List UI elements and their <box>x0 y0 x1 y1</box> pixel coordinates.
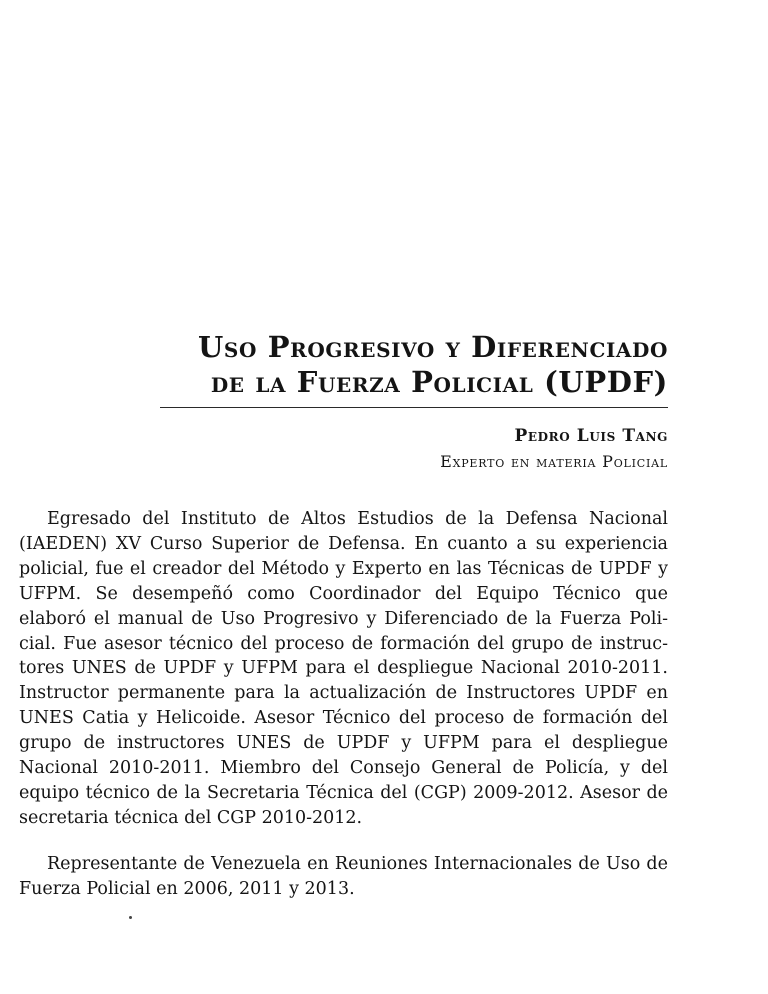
chapter-title-line-1: Uso Progresivo y Diferenciado <box>198 330 668 364</box>
chapter-title <box>118 330 668 400</box>
bio-paragraph-1: Egresado del Instituto de Altos Estudios de la Defensa Nacional (IAEDEN) XV Curso Superior de Defensa. En cuanto a su experiencia policial, fue el creador del Método y Experto en las Técnicas de UPDF y UFPM. Se desempeñó como Coordinador del Equipo Técnico que elaboró el manual de Uso Progresivo y Diferenciado de la Fuerza Policial. Fue asesor técnico del proceso de formación del grupo de instructores UNES de UPDF y UFPM para el despliegue Nacional 2010-2011. Instructor permanente para la actualización de Instructores UPDF en UNES Catia y Helicoide. Asesor Técnico del proceso de formación del grupo de instructores UNES de UPDF y UFPM para el despliegue Nacional 2010-2011. Miembro del Consejo General de Policía, y del equipo técnico de la Secretaria Técnica del (CGP) 2009-2012. Asesor de secretaria técnica del CGP 2010-2012. <box>19 509 668 828</box>
print-speck <box>129 916 132 919</box>
author-biography <box>19 507 668 902</box>
author-byline <box>300 424 668 474</box>
author-role: Experto en materia Policial <box>440 452 668 471</box>
chapter-title-line-2: de la Fuerza Policial (UPDF) <box>210 365 668 399</box>
title-divider <box>160 407 668 408</box>
bio-paragraph-2: Representante de Venezuela en Reuniones Internacionales de Uso de Fuerza Policial en 2006, 2011 y 2013. <box>19 853 668 899</box>
author-name: Pedro Luis Tang <box>514 426 668 446</box>
